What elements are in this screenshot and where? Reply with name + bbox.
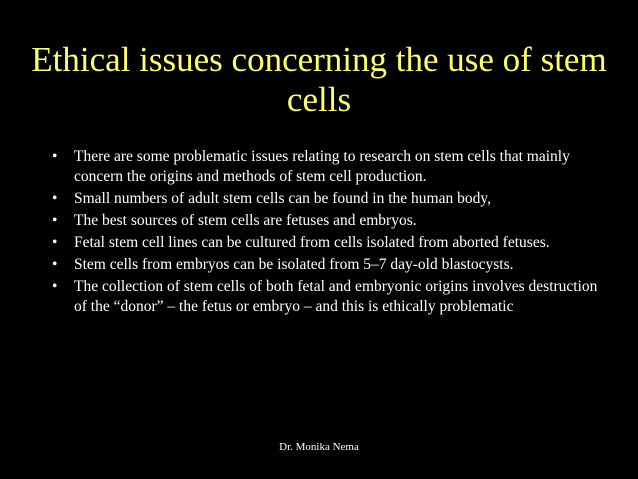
- bullet-item: [52, 233, 612, 253]
- bullet-text: There are some problematic issues relating to research on stem cells that mainly concern the origins and methods of stem cell production.: [74, 148, 570, 185]
- bullet-list: [52, 147, 612, 319]
- slide-title: Ethical issues concerning the use of stem cells: [31, 40, 607, 119]
- bullet-text: The best sources of stem cells are fetuses and embryos.: [74, 212, 417, 229]
- bullet-text: Stem cells from embryos can be isolated from 5–7 day-old blastocysts.: [74, 256, 514, 273]
- footer-author: Dr. Monika Nema: [279, 441, 359, 453]
- bullet-icon: •: [52, 256, 58, 273]
- bullet-icon: •: [52, 148, 58, 165]
- bullet-text: The collection of stem cells of both fetal and embryonic origins involves destruction of the “donor” – the fetus or embryo – and this is ethically problematic: [74, 278, 598, 315]
- bullet-icon: •: [52, 190, 58, 207]
- bullet-item: [52, 211, 612, 231]
- bullet-item: [52, 277, 612, 317]
- bullet-item: [52, 189, 612, 209]
- bullet-icon: •: [52, 278, 58, 295]
- bullet-icon: •: [52, 234, 58, 251]
- bullet-text: Small numbers of adult stem cells can be found in the human body,: [74, 190, 491, 207]
- bullet-item: [52, 255, 612, 275]
- bullet-item: [52, 147, 612, 187]
- bullet-text: Fetal stem cell lines can be cultured from cells isolated from aborted fetuses.: [74, 234, 550, 251]
- bullet-icon: •: [52, 212, 58, 229]
